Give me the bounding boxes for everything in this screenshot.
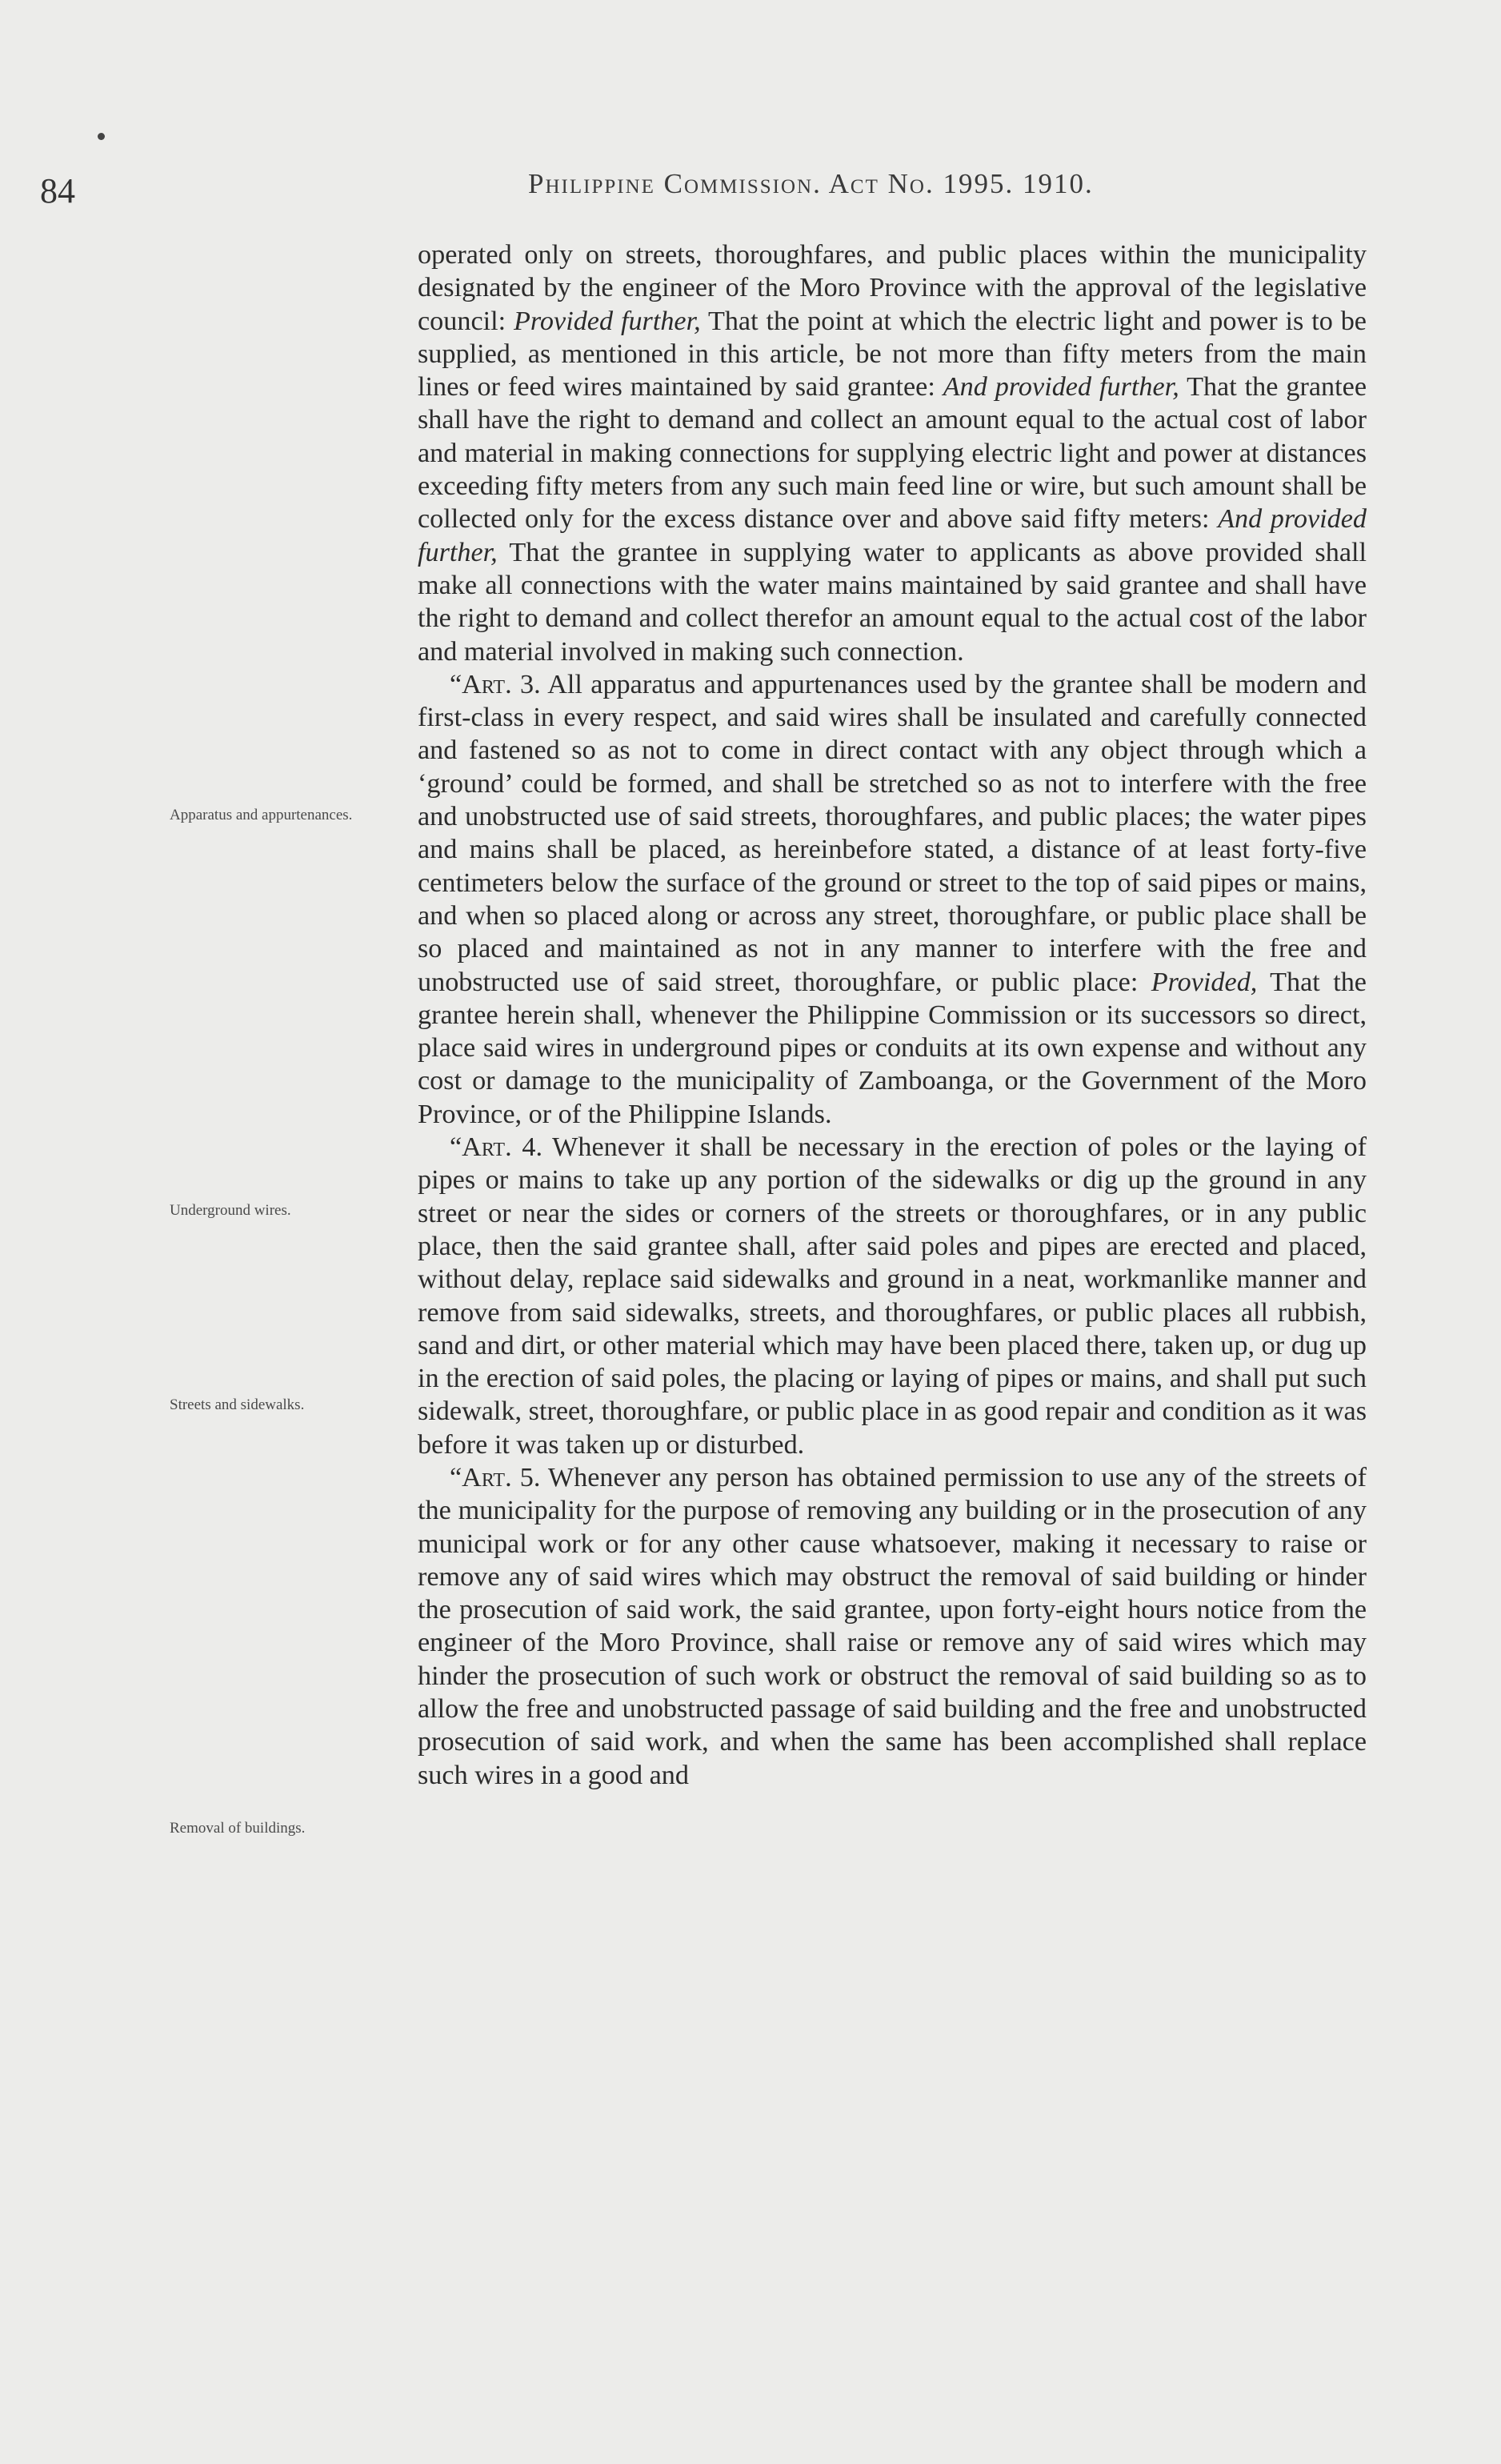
- text-run: Whenever any person has obtained permission to use any of the streets of the municipality for the purpose of removing any building or in the prosecution of any municipal work or for any other cause whatsoever, making it necessary to raise or remove any of said wires which may obstruct the removal of said building or hinder the prosecution of said work, the said grantee, upon forty-eight hours notice from the engineer of the Moro Province, shall raise or remove any of said wires which may hinder the prosecution of such work or obstruct the removal of said building so as to allow the free and unobstructed passage of said building and the free and unobstructed prosecution of said work, and when the same has been accomplished shall replace such wires in a good and: [418, 1462, 1367, 1790]
- running-head: Philippine Commission. Act No. 1995. 1910.: [528, 168, 1094, 199]
- text-run: That the grantee shall have the right to demand and collect an amount equal to the actual cost of labor and material in making connections for supplying electric light and power at distances exceeding fifty meters from any such main feed line or wire, but such amount shall be collected only for the excess distance over and above said fifty meters:: [418, 372, 1367, 535]
- italic-proviso: Provided further,: [514, 306, 701, 336]
- text-run: operated only on streets, thoroughfares, and public places within the municipality designated by the engineer of the Moro Province with the approval of the legislative council:: [418, 240, 1367, 336]
- article-label: “Art. 4.: [450, 1132, 543, 1163]
- article-5: [418, 1461, 1367, 1792]
- italic-proviso: And provided further,: [943, 372, 1179, 403]
- article-3: [418, 668, 1367, 1131]
- margin-note-underground-wires: Underground wires.: [170, 1202, 291, 1219]
- article-label: “Art. 5.: [450, 1462, 541, 1492]
- text-run: All apparatus and appurtenances used by the grantee shall be modern and first-class in every respect, and said wires shall be insulated and carefully connected and fastened so as not to come in direct contact with any object through which a ‘ground’ could be formed, and shall be stretched so as not to interfere with the free and unobstructed use of said streets, thoroughfares, and public places; the water pipes and mains shall be placed, as hereinbefore stated, a distance of at least forty-five centimeters below the surface of the ground or street to the top of said pipes or mains, and when so placed along or across any street, thoroughfare, or public place shall be so placed and maintained as not in any manner to interfere with the free and unobstructed use of said street, thoroughfare, or public place:: [418, 669, 1367, 997]
- paragraph-continued: [418, 238, 1367, 668]
- ink-speck: [98, 133, 105, 140]
- text-run: That the grantee herein shall, whenever the Philippine Commission or its successors so direct, place said wires in underground pipes or conduits at its own expense and without any cost or damage to the municipality of Zamboanga, or the Government of the Moro Province, or of the Philippine Islands.: [418, 967, 1367, 1129]
- article-label: “Art. 3.: [450, 669, 541, 699]
- body-text: [418, 238, 1367, 1792]
- text-run: Whenever it shall be necessary in the erection of poles or the laying of pipes or mains to take up any portion of the sidewalks or dig up the ground in any street or near the sides or corners of the streets or thoroughfares, or in any public place, then the said grantee shall, after said poles and pipes are erected and placed, without delay, replace said sidewalks and ground in a neat, workmanlike manner and remove from said sidewalks, streets, and thoroughfares, or public places all rubbish, sand and dirt, or other material which may have been placed there, taken up, or dug up in the erection of said poles, the placing or laying of pipes or mains, and shall put such sidewalk, street, thoroughfare, or public place in as good repair and condition as it was before it was taken up or disturbed.: [418, 1132, 1367, 1460]
- italic-proviso: And provided further,: [418, 504, 1367, 567]
- article-4: [418, 1131, 1367, 1461]
- italic-proviso: Provided,: [1151, 967, 1258, 997]
- text-run: That the grantee in supplying water to applicants as above provided shall make all connections with the water mains maintained by said grantee and shall have the right to demand and collect therefor an amount equal to the actual cost of the labor and material involved in making such connection.: [418, 537, 1367, 667]
- margin-note-removal-of-buildings: Removal of buildings.: [170, 1820, 306, 1837]
- margin-note-apparatus: Apparatus and appurtenances.: [170, 807, 353, 823]
- page-number: 84: [40, 171, 75, 210]
- margin-note-streets-sidewalks: Streets and sidewalks.: [170, 1396, 305, 1413]
- text-run: That the point at which the electric light and power is to be supplied, as mentioned in this article, be not more than fifty meters from the main lines or feed wires maintained by said grantee:: [418, 306, 1367, 403]
